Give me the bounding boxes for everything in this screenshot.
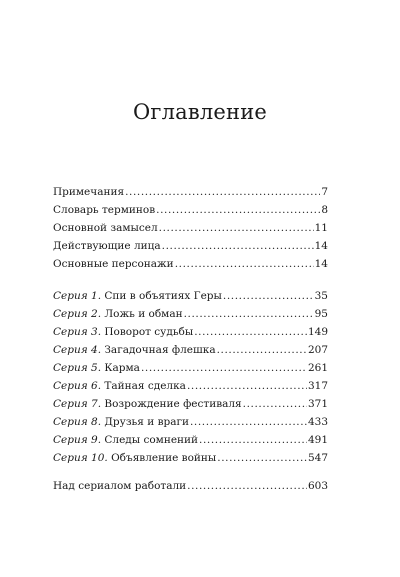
series-number: Серия 9.: [53, 434, 102, 446]
toc-entry-page: 491: [307, 434, 328, 446]
toc-entry-label: [53, 449, 216, 467]
series-number: Серия 6.: [53, 380, 102, 392]
toc-entry-label: Действующие лица: [53, 240, 161, 252]
episode-title: Объявление войны: [111, 452, 217, 464]
toc-entry-label: Основные персонажи: [53, 258, 174, 270]
toc-entry-page: 207: [307, 344, 328, 356]
toc-entry-page: 547: [307, 452, 328, 464]
toc-front-matter: [53, 183, 328, 273]
series-number: Серия 4.: [53, 344, 102, 356]
leader-dots: [187, 377, 307, 395]
leader-dots: [194, 323, 307, 341]
episode-title: Загадочная флешка: [104, 344, 216, 356]
toc-episode-entry: [53, 323, 328, 341]
leader-dots: [162, 237, 314, 255]
toc-entry-page: 371: [307, 398, 328, 410]
leader-dots: [199, 431, 307, 449]
leader-dots: [243, 395, 307, 413]
episode-title: Карма: [104, 362, 140, 374]
toc-entry-label: Примечания: [53, 186, 125, 198]
toc-episode-entry: [53, 287, 328, 305]
toc-episode-entry: [53, 305, 328, 323]
toc-entry-page: 149: [307, 326, 328, 338]
toc-entry-page: 317: [307, 380, 328, 392]
leader-dots: [156, 201, 320, 219]
series-number: Серия 10.: [53, 452, 108, 464]
episode-title: Следы сомнений: [104, 434, 199, 446]
toc-entry-label: [53, 431, 198, 449]
toc-entry-label: Словарь терминов: [53, 204, 156, 216]
toc-back-matter: [53, 477, 328, 495]
toc-entry-label: Над сериалом работали: [53, 480, 187, 492]
page-title: Оглавление: [132, 100, 268, 124]
leader-dots: [141, 359, 307, 377]
leader-dots: [184, 305, 314, 323]
toc-entry-page: 95: [314, 308, 328, 320]
toc-entry-page: 433: [307, 416, 328, 428]
toc-entry-label: [53, 323, 193, 341]
toc-episode-entry: [53, 413, 328, 431]
series-number: Серия 1.: [53, 290, 102, 302]
toc-entry: [53, 201, 328, 219]
toc-entry: [53, 477, 328, 495]
toc-entry-label: [53, 395, 242, 413]
toc-episode-entry: [53, 359, 328, 377]
series-number: Серия 5.: [53, 362, 102, 374]
toc-entry: [53, 183, 328, 201]
toc-entry-page: 261: [307, 362, 328, 374]
series-number: Серия 8.: [53, 416, 102, 428]
leader-dots: [159, 219, 314, 237]
leader-dots: [217, 449, 307, 467]
toc-entry-label: [53, 305, 183, 323]
toc-entry-page: 7: [321, 186, 328, 198]
toc-entry-page: 8: [321, 204, 328, 216]
toc-episode-entry: [53, 377, 328, 395]
leader-dots: [217, 341, 307, 359]
toc-entry: [53, 255, 328, 273]
toc-episode-entry: [53, 431, 328, 449]
toc-entry: [53, 237, 328, 255]
toc-entry-page: 11: [314, 222, 328, 234]
episode-title: Спи в объятиях Геры: [104, 290, 222, 302]
toc-entry-label: [53, 359, 140, 377]
leader-dots: [125, 183, 320, 201]
toc-entry-label: [53, 341, 216, 359]
toc-entry-label: Основной замысел: [53, 222, 158, 234]
toc-entry-page: 14: [314, 240, 328, 252]
toc-entry: [53, 219, 328, 237]
toc-entry-label: [53, 287, 222, 305]
episode-title: Ложь и обман: [104, 308, 183, 320]
episode-title: Поворот судьбы: [104, 326, 194, 338]
episode-title: Возрождение фестиваля: [104, 398, 242, 410]
toc-entry-page: 35: [314, 290, 328, 302]
leader-dots: [175, 255, 314, 273]
toc-entry-label: [53, 413, 189, 431]
toc-episode-entry: [53, 449, 328, 467]
toc-entry-page: 14: [314, 258, 328, 270]
leader-dots: [190, 413, 307, 431]
series-number: Серия 2.: [53, 308, 102, 320]
episode-title: Тайная сделка: [104, 380, 186, 392]
toc-entry-label: [53, 377, 186, 395]
series-number: Серия 7.: [53, 398, 102, 410]
toc-episode-entry: [53, 395, 328, 413]
series-number: Серия 3.: [53, 326, 102, 338]
episode-title: Друзья и враги: [104, 416, 189, 428]
leader-dots: [223, 287, 314, 305]
toc-entry-page: 603: [307, 480, 328, 492]
leader-dots: [187, 477, 307, 495]
toc-episode-entry: [53, 341, 328, 359]
toc-episodes: [53, 287, 328, 467]
